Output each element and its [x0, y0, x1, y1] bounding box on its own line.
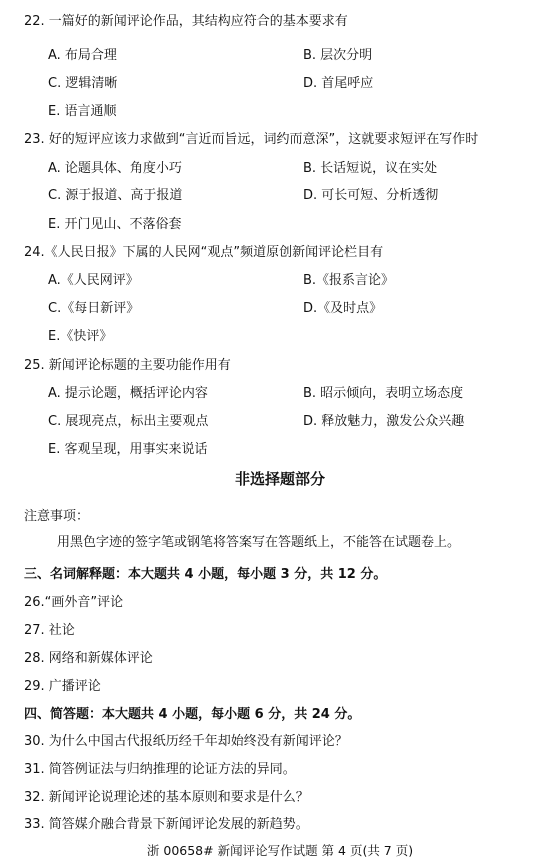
option-25-e: E. 客观呈现，用事实来说话	[48, 442, 208, 457]
term-27: 27. 社论	[24, 623, 75, 638]
short-answer-30: 30. 为什么中国古代报纸历经千年却始终没有新闻评论？	[24, 734, 348, 749]
option-22-a: A. 布局合理	[48, 48, 117, 63]
option-24-c: C.《每日新评》	[48, 301, 140, 316]
question-23: 23. 好的短评应该力求做到“言近而旨远，词约而意深”，这就要求短评在写作时	[24, 132, 479, 147]
option-23-e: E. 开门见山、不落俗套	[48, 217, 182, 232]
part4-heading: 四、简答题：本大题共 4 小题，每小题 6 分，共 24 分。	[24, 707, 361, 722]
option-23-b: B. 长话短说，议在实处	[303, 161, 438, 176]
option-25-d: D. 释放魅力，激发公众兴趣	[303, 414, 465, 429]
notice-body: 用黑色字迹的签字笔或钢笔将答案写在答题纸上，不能答在试题卷上。	[57, 535, 461, 550]
option-23-a: A. 论题具体、角度小巧	[48, 161, 182, 176]
short-answer-33: 33. 简答媒介融合背景下新闻评论发展的新趋势。	[24, 817, 309, 832]
option-24-d: D.《及时点》	[303, 301, 383, 316]
option-24-e: E.《快评》	[48, 329, 113, 344]
term-26: 26.“画外音”评论	[24, 595, 124, 610]
option-22-d: D. 首尾呼应	[303, 76, 374, 91]
option-25-b: B. 昭示倾向，表明立场态度	[303, 386, 464, 401]
question-24: 24.《人民日报》下属的人民网“观点”频道原创新闻评论栏目有	[24, 245, 384, 260]
notice-heading: 注意事项：	[24, 509, 90, 524]
section-title: 非选择题部分	[234, 470, 325, 488]
option-25-c: C. 展现亮点，标出主要观点	[48, 414, 209, 429]
option-22-c: C. 逻辑清晰	[48, 76, 118, 91]
option-25-a: A. 提示论题，概括评论内容	[48, 386, 208, 401]
part3-heading: 三、名词解释题：本大题共 4 小题，每小题 3 分，共 12 分。	[24, 567, 387, 582]
term-29: 29. 广播评论	[24, 679, 101, 694]
question-25: 25. 新闻评论标题的主要功能作用有	[24, 358, 231, 373]
question-22: 22. 一篇好的新闻评论作品，其结构应符合的基本要求有	[24, 14, 348, 29]
short-answer-32: 32. 新闻评论说理论述的基本原则和要求是什么？	[24, 790, 309, 805]
term-28: 28. 网络和新媒体评论	[24, 651, 153, 666]
option-23-d: D. 可长可短、分析透彻	[303, 188, 439, 203]
option-24-b: B.《报系言论》	[303, 273, 395, 288]
option-23-c: C. 源于报道、高于报道	[48, 188, 183, 203]
option-22-b: B. 层次分明	[303, 48, 373, 63]
option-24-a: A.《人民网评》	[48, 273, 139, 288]
option-22-e: E. 语言通顺	[48, 104, 117, 119]
page-footer: 浙 00658# 新闻评论写作试题 第 4 页(共 7 页)	[146, 843, 414, 858]
short-answer-31: 31. 简答例证法与归纳推理的论证方法的异同。	[24, 762, 296, 777]
